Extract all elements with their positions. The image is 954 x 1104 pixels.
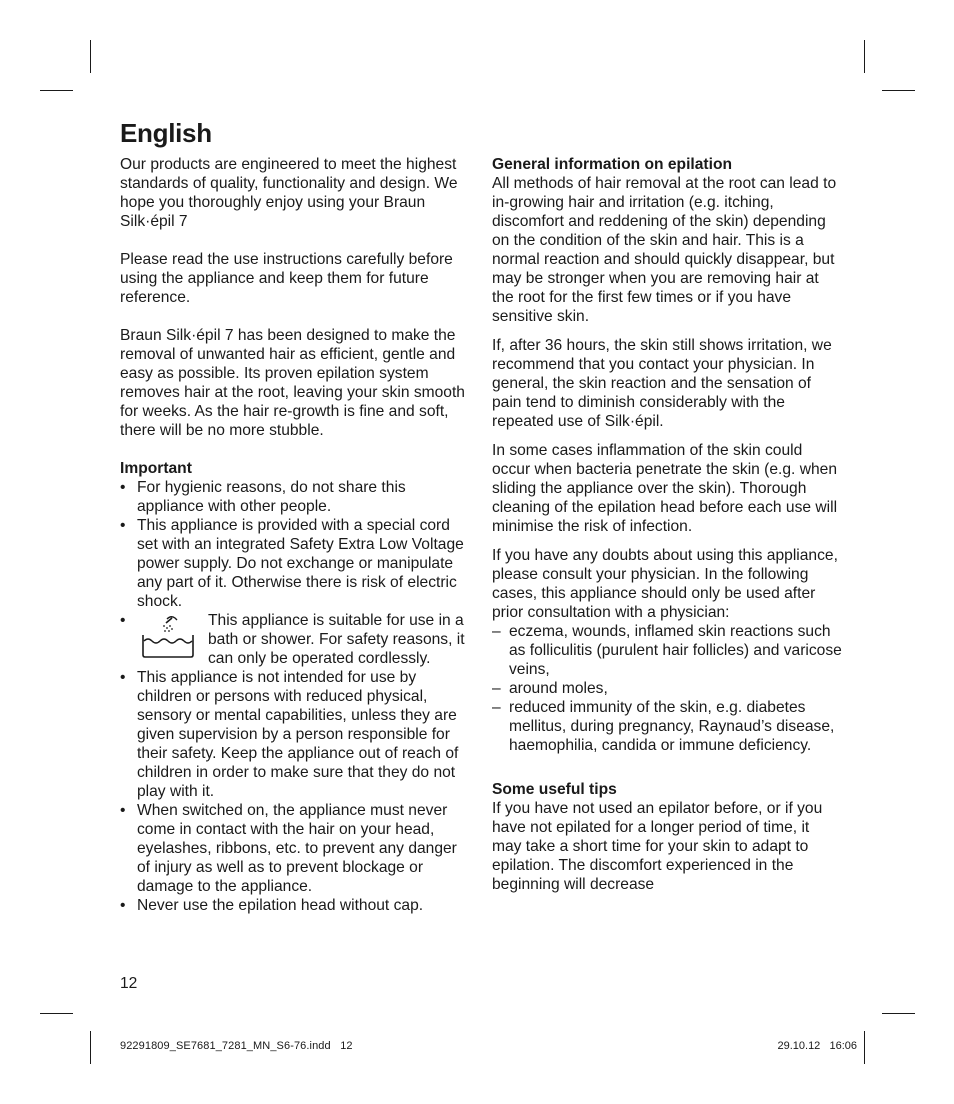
condition-item <box>492 622 842 679</box>
important-item-text: When switched on, the appliance must never come in contact with the hair on your head, eyelashes, ribbons, etc. to prevent any danger of injury as well as to prevent blockage or damage to the appliance. <box>137 802 457 895</box>
important-item-with-icon <box>120 611 470 668</box>
right-column <box>492 155 842 894</box>
dash-mark: – <box>492 623 501 640</box>
page-title: English <box>120 118 212 148</box>
general-paragraph: In some cases inflammation of the skin could occur when bacteria penetrate the skin (e.g. when sliding the appliance over the skin). Thorough cleaning of the epilation head before each use will minimise the risk of infection. <box>492 442 838 535</box>
instructions-paragraph: Please read the use instructions carefully before using the appliance and keep them for future reference. <box>120 251 453 306</box>
crop-mark-bottom-left-vertical <box>90 1031 91 1064</box>
bullet-mark: • <box>120 802 126 819</box>
crop-mark-top-left-horizontal <box>40 90 73 91</box>
important-item <box>120 801 470 896</box>
general-paragraph: If, after 36 hours, the skin still shows irritation, we recommend that you contact your physician. In general, the skin reaction and the sensation of pain tend to diminish considerably with the repeated use of Silk·épil. <box>492 337 832 430</box>
bath-shower-icon <box>140 613 196 661</box>
general-paragraph: If you have any doubts about using this appliance, please consult your physician. In the following cases, this appliance should only be used after prior consultation with a physician: <box>492 547 838 621</box>
crop-mark-bottom-left-horizontal <box>40 1013 73 1014</box>
bullet-mark: • <box>120 517 126 534</box>
important-item-text: This appliance is not intended for use by children or persons with reduced physical, sensory or mental capabilities, unless they are given supervision by a person responsible for their safety. Keep the appliance out of reach of children in order to make sure that they do not play with it. <box>137 669 459 800</box>
crop-mark-top-right-horizontal <box>882 90 915 91</box>
dash-mark: – <box>492 680 501 697</box>
condition-item <box>492 698 842 755</box>
condition-item-text: eczema, wounds, inflamed skin reactions such as folliculitis (purulent hair follicles) and varicose veins, <box>509 623 842 678</box>
important-item <box>120 516 470 611</box>
useful-tips-paragraph: If you have not used an epilator before, or if you have not epilated for a longer period of time, it may take a short time for your skin to adapt to epilation. The discomfort experienced in the beginning will decrease <box>492 800 823 893</box>
general-information-heading: General information on epilation <box>492 156 732 173</box>
bullet-mark: • <box>120 612 126 629</box>
general-paragraph: All methods of hair removal at the root can lead to in-growing hair and irritation (e.g. itching, discomfort and reddening of the skin) depending on the condition of the skin and hair. This is a normal reaction and should quickly disappear, but may be stronger when you are removing hair at the root for the first few times or if you have sensitive skin. <box>492 175 837 325</box>
crop-mark-top-left-vertical <box>90 40 91 73</box>
intro-paragraph: Our products are engineered to meet the highest standards of quality, functionality and design. We hope you thoroughly enjoy using your Braun Silk·épil 7 <box>120 156 458 230</box>
important-item-text: Never use the epilation head without cap. <box>137 897 424 914</box>
important-item-text: For hygienic reasons, do not share this appliance with other people. <box>137 479 406 515</box>
crop-mark-top-right-vertical <box>864 40 865 73</box>
crop-mark-bottom-right-horizontal <box>882 1013 915 1014</box>
footer-file-info: 92291809_SE7681_7281_MN_S6-76.indd 12 <box>120 1040 353 1052</box>
bullet-mark: • <box>120 897 126 914</box>
condition-item <box>492 679 842 698</box>
condition-item-text: around moles, <box>509 680 608 697</box>
page-number: 12 <box>120 975 138 992</box>
bullet-mark: • <box>120 669 126 686</box>
useful-tips-heading: Some useful tips <box>492 781 617 798</box>
footer-date-info: 29.10.12 16:06 <box>777 1040 857 1052</box>
left-column <box>120 155 470 915</box>
important-heading: Important <box>120 460 192 477</box>
important-item <box>120 668 470 801</box>
condition-item-text: reduced immunity of the skin, e.g. diabetes mellitus, during pregnancy, Raynaud’s disease, haemophilia, candida or immune deficiency. <box>509 699 835 754</box>
important-item <box>120 896 470 915</box>
bullet-mark: • <box>120 479 126 496</box>
dash-mark: – <box>492 699 501 716</box>
important-item-text: This appliance is suitable for use in a bath or shower. For safety reasons, it can only be operated cordlessly. <box>208 612 465 667</box>
important-item <box>120 478 470 516</box>
product-description-paragraph: Braun Silk·épil 7 has been designed to make the removal of unwanted hair as efficient, gentle and easy as possible. Its proven epilation system removes hair at the root, leaving your skin smooth for weeks. As the hair re-growth is fine and soft, there will be no more stubble. <box>120 327 465 439</box>
important-item-text: This appliance is provided with a special cord set with an integrated Safety Extra Low Voltage power supply. Do not exchange or manipulate any part of it. Otherwise there is risk of electric shock. <box>137 517 464 610</box>
crop-mark-bottom-right-vertical <box>864 1031 865 1064</box>
